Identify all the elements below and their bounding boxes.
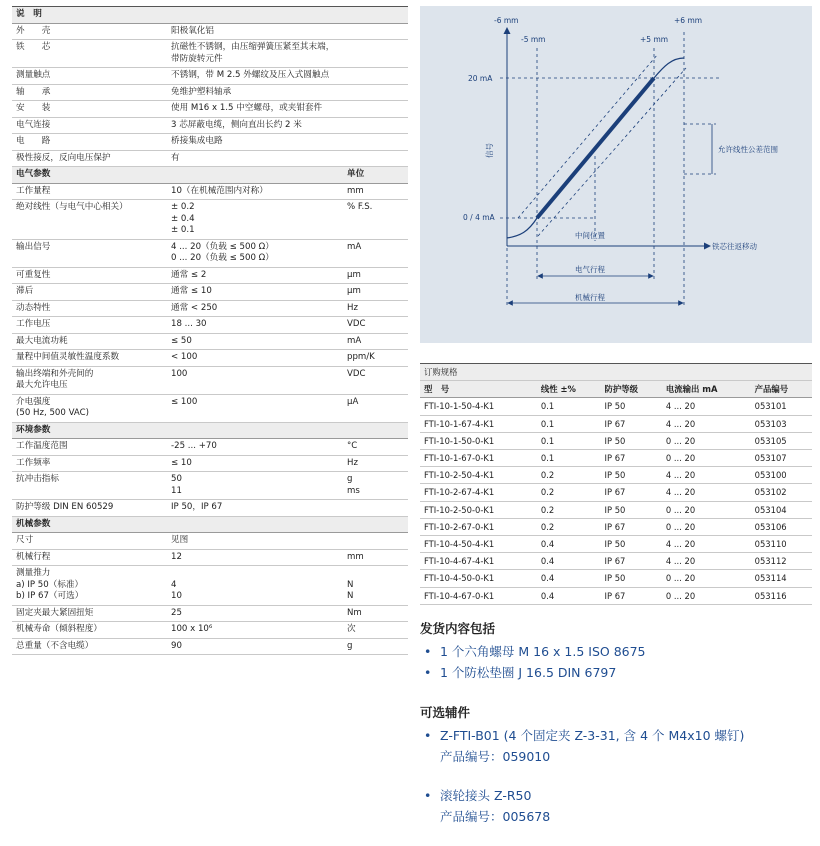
spec-param: 测量推力 a) IP 50（标准） b) IP 67（可选） [12,566,167,606]
label-signal: 信号 [485,143,494,158]
delivery-item-text: 1 个防松垫圈 J 16.5 DIN 6797 [440,664,617,680]
order-cell: 0.4 [537,553,601,570]
order-cell: 0 ... 20 [662,518,751,535]
spec-row [12,68,408,85]
order-cell: 0.2 [537,484,601,501]
spec-param: 输出终端和外壳间的 最大允许电压 [12,366,167,394]
spec-row [12,638,408,655]
spec-value: 100 [167,366,343,394]
spec-unit [343,500,408,517]
spec-unit: μm [343,284,408,301]
order-table-body [420,398,812,604]
order-cell: 053112 [751,553,812,570]
order-cell: 0.1 [537,450,601,467]
order-cell: 053101 [751,398,812,415]
delivery-list [420,641,812,683]
spec-unit [343,117,408,134]
spec-param: 固定夹最大紧固扭矩 [12,605,167,622]
spec-row [12,605,408,622]
spec-param: 安 装 [12,101,167,118]
order-cell: 053105 [751,432,812,449]
order-cell: 0.1 [537,415,601,432]
spec-value: ≤ 50 [167,333,343,350]
spec-value: ≤ 10 [167,455,343,472]
order-row [420,518,812,535]
label-core-motion: 铁芯往返移动 [712,242,757,251]
order-row [420,398,812,415]
order-cell: FTI-10-1-67-0-K1 [420,450,537,467]
order-row [420,501,812,518]
spec-row [12,284,408,301]
order-cell: IP 50 [601,570,662,587]
spec-param: 外 壳 [12,23,167,40]
delivery-item-text: 1 个六角螺母 M 16 x 1.5 ISO 8675 [440,643,646,659]
order-cell: FTI-10-4-50-4-K1 [420,536,537,553]
spec-row [12,40,408,68]
delivery-item [420,662,812,683]
order-cell: 053102 [751,484,812,501]
order-cell: IP 67 [601,450,662,467]
output-characteristic-diagram [420,6,812,343]
spec-value: 50 11 [167,472,343,500]
diagram-svg [420,6,812,343]
spec-unit [343,68,408,85]
spec-value: 4 10 [167,566,343,606]
spec-param: 工作电压 [12,317,167,334]
bullet-icon: • [424,727,432,743]
spec-param: 极性接反，反向电压保护 [12,150,167,167]
order-row [420,450,812,467]
spec-row [12,439,408,456]
accessory-part-number: 产品编号：059010 [440,748,551,764]
spec-row [12,366,408,394]
spec-unit [343,84,408,101]
spec-value: ≤ 100 [167,394,343,422]
order-cell: 0.2 [537,467,601,484]
right-column [420,6,812,827]
spec-value: 抗磁性不锈钢，由压缩弹簧压紧至其末端，带防旋转元件 [167,40,343,68]
order-table-title: 订购规格 [420,364,812,381]
spec-value: 使用 M16 x 1.5 中空螺母，或夹钳套件 [167,101,343,118]
spec-row [12,333,408,350]
spec-value: 桥接集成电路 [167,134,343,151]
order-cell: IP 50 [601,398,662,415]
order-row [420,432,812,449]
order-cell: 4 ... 20 [662,415,751,432]
spec-value: 18 ... 30 [167,317,343,334]
label-minus5: -5 mm [521,35,546,44]
spec-unit [343,134,408,151]
order-cell: FTI-10-2-50-4-K1 [420,467,537,484]
order-header-cell: 电流输出 mA [662,381,751,398]
order-cell: FTI-10-2-67-4-K1 [420,484,537,501]
spec-unit: μA [343,394,408,422]
label-0-4ma: 0 / 4 mA [463,213,495,222]
spec-unit: 次 [343,622,408,639]
order-row [420,553,812,570]
spec-value: 有 [167,150,343,167]
order-cell: 0.4 [537,570,601,587]
spec-unit: mm [343,549,408,566]
order-header-cell: 型 号 [420,381,537,398]
order-row [420,467,812,484]
spec-param: 说 明 [12,7,167,24]
order-cell: FTI-10-4-67-4-K1 [420,553,537,570]
order-cell: 053110 [751,536,812,553]
spec-unit: N N [343,566,408,606]
order-cell: FTI-10-1-50-0-K1 [420,432,537,449]
order-cell: 053104 [751,501,812,518]
order-cell: 053107 [751,450,812,467]
order-cell: 0.1 [537,432,601,449]
spec-unit: VDC [343,366,408,394]
spec-row [12,300,408,317]
spec-param: 介电强度 (50 Hz, 500 VAC) [12,394,167,422]
accessory-name: Z-FTI-B01 (4 个固定夹 Z-3-31, 含 4 个 M4x10 螺钉) [440,727,745,743]
order-cell: IP 67 [601,518,662,535]
spec-row [12,549,408,566]
order-cell: 0.1 [537,398,601,415]
order-cell: IP 67 [601,587,662,604]
spec-value [167,167,343,184]
order-cell: 0 ... 20 [662,587,751,604]
order-cell: 0 ... 20 [662,432,751,449]
order-cell: IP 67 [601,415,662,432]
spec-value: -25 ... +70 [167,439,343,456]
order-cell: 053114 [751,570,812,587]
order-cell: 0.4 [537,536,601,553]
spec-unit [343,101,408,118]
spec-section-header [12,516,408,533]
spec-value: 3 芯屏蔽电缆，侧向直出长约 2 米 [167,117,343,134]
order-table [420,363,812,605]
order-cell: 0.4 [537,587,601,604]
spec-value: 4 ... 20（负载 ≤ 500 Ω） 0 ... 20（负载 ≤ 500 Ω） [167,239,343,267]
spec-value: 免维护塑料轴承 [167,84,343,101]
spec-param: 抗冲击指标 [12,472,167,500]
spec-row [12,500,408,517]
accessory-item [420,785,812,827]
order-cell: FTI-10-1-50-4-K1 [420,398,537,415]
spec-param: 尺寸 [12,533,167,550]
spec-value: 25 [167,605,343,622]
spec-unit: Nm [343,605,408,622]
spec-param: 测量触点 [12,68,167,85]
spec-unit [343,23,408,40]
spec-value: 不锈钢，带 M 2.5 外螺纹及压入式圆触点 [167,68,343,85]
accessories-title: 可选辅件 [420,704,471,720]
spec-row [12,267,408,284]
spec-param: 电 路 [12,134,167,151]
spec-param: 总重量（不含电缆） [12,638,167,655]
label-plus5: +5 mm [640,35,669,44]
spec-row [12,350,408,367]
order-cell: FTI-10-4-67-0-K1 [420,587,537,604]
spec-param: 最大电流功耗 [12,333,167,350]
spec-row [12,622,408,639]
spec-value: 阳极氧化铝 [167,23,343,40]
order-cell: IP 50 [601,536,662,553]
spec-param: 电气连接 [12,117,167,134]
bullet-icon: • [424,787,432,803]
spec-unit [343,150,408,167]
label-20ma: 20 mA [468,74,493,83]
spec-unit [343,7,408,24]
spec-row [12,200,408,240]
spec-param: 工作温度范围 [12,439,167,456]
spec-row [12,134,408,151]
order-cell: 0 ... 20 [662,501,751,518]
spec-value: IP 50，IP 67 [167,500,343,517]
order-row [420,570,812,587]
spec-row [12,101,408,118]
spec-param: 滞后 [12,284,167,301]
spec-section-header [12,167,408,184]
order-cell: IP 50 [601,432,662,449]
order-cell: 0 ... 20 [662,450,751,467]
order-cell: 053106 [751,518,812,535]
order-cell: 4 ... 20 [662,536,751,553]
order-cell: 0.2 [537,501,601,518]
spec-param: 输出信号 [12,239,167,267]
spec-table [12,6,408,655]
spec-row [12,23,408,40]
spec-unit [343,516,408,533]
spec-value: ± 0.2 ± 0.4 ± 0.1 [167,200,343,240]
accessory-name: 滚轮接头 Z-R50 [440,787,532,803]
spec-param: 可重复性 [12,267,167,284]
delivery-title: 发货内容包括 [420,620,496,636]
spec-unit: % F.S. [343,200,408,240]
spec-row [12,117,408,134]
spec-unit: μm [343,267,408,284]
order-table-header [420,381,812,398]
order-cell: FTI-10-2-50-0-K1 [420,501,537,518]
spec-param: 机械行程 [12,549,167,566]
label-plus6: +6 mm [674,16,703,25]
accessory-part-number: 产品编号：005678 [440,808,551,824]
bullet-icon: • [424,664,432,680]
order-cell: 4 ... 20 [662,553,751,570]
spec-row [12,150,408,167]
order-header-cell: 线性 ±% [537,381,601,398]
spec-value [167,7,343,24]
spec-unit: mA [343,239,408,267]
order-cell: FTI-10-1-67-4-K1 [420,415,537,432]
spec-value: < 100 [167,350,343,367]
label-mechanical-travel: 机械行程 [575,293,605,302]
order-header-cell: 产品编号 [751,381,812,398]
order-cell: 053103 [751,415,812,432]
spec-row [12,84,408,101]
accessories-list [420,725,812,827]
order-cell: IP 67 [601,484,662,501]
spec-section-header [12,7,408,24]
order-cell: IP 50 [601,501,662,518]
spec-value: 90 [167,638,343,655]
spec-value: 通常 ≤ 10 [167,284,343,301]
order-row [420,484,812,501]
spec-param: 工作频率 [12,455,167,472]
label-electrical-travel: 电气行程 [575,265,605,274]
spec-value [167,422,343,439]
spec-param: 工作量程 [12,183,167,200]
spec-unit: Hz [343,300,408,317]
order-row [420,415,812,432]
spec-unit: mA [343,333,408,350]
spec-row [12,533,408,550]
spec-row [12,239,408,267]
order-cell: 4 ... 20 [662,484,751,501]
spec-value: 100 x 10⁶ [167,622,343,639]
spec-unit: Hz [343,455,408,472]
spec-row [12,566,408,606]
spec-param: 轴 承 [12,84,167,101]
order-cell: IP 50 [601,467,662,484]
spec-unit: g [343,638,408,655]
spec-row [12,183,408,200]
order-cell: 0 ... 20 [662,570,751,587]
order-cell: FTI-10-2-67-0-K1 [420,518,537,535]
spec-value: 通常 < 250 [167,300,343,317]
order-cell: 053116 [751,587,812,604]
spec-row [12,317,408,334]
spec-param: 环境参数 [12,422,167,439]
label-tolerance: 允许线性公差范围 [718,145,778,154]
order-cell: 4 ... 20 [662,398,751,415]
spec-param: 量程中间值灵敏性温度系数 [12,350,167,367]
spec-param: 电气参数 [12,167,167,184]
order-cell: IP 67 [601,553,662,570]
spec-unit [343,40,408,68]
spec-param: 防护等级 DIN EN 60529 [12,500,167,517]
order-row [420,587,812,604]
spec-unit [343,422,408,439]
spec-unit: 单位 [343,167,408,184]
spec-unit: g ms [343,472,408,500]
spec-unit: ppm/K [343,350,408,367]
label-minus6: -6 mm [494,16,519,25]
spec-row [12,455,408,472]
spec-section [12,6,408,655]
spec-value: 通常 ≤ 2 [167,267,343,284]
spec-unit [343,533,408,550]
order-row [420,536,812,553]
spec-unit: VDC [343,317,408,334]
spec-param: 绝对线性（与电气中心相关） [12,200,167,240]
label-center: 中间位置 [575,231,605,240]
spec-value: 见图 [167,533,343,550]
spec-unit: mm [343,183,408,200]
order-cell: 053100 [751,467,812,484]
accessory-item [420,725,812,767]
order-cell: FTI-10-4-50-0-K1 [420,570,537,587]
order-cell: 4 ... 20 [662,467,751,484]
spec-value [167,516,343,533]
order-header-cell: 防护等级 [601,381,662,398]
spec-unit: °C [343,439,408,456]
order-cell: 0.2 [537,518,601,535]
bullet-icon: • [424,643,432,659]
spec-value: 12 [167,549,343,566]
spec-section-header [12,422,408,439]
spec-param: 动态特性 [12,300,167,317]
spec-param: 铁 芯 [12,40,167,68]
spec-param: 机械寿命（倾斜程度） [12,622,167,639]
spec-value: 10（在机械范围内对称） [167,183,343,200]
spec-row [12,472,408,500]
delivery-item [420,641,812,662]
spec-param: 机械参数 [12,516,167,533]
spec-row [12,394,408,422]
